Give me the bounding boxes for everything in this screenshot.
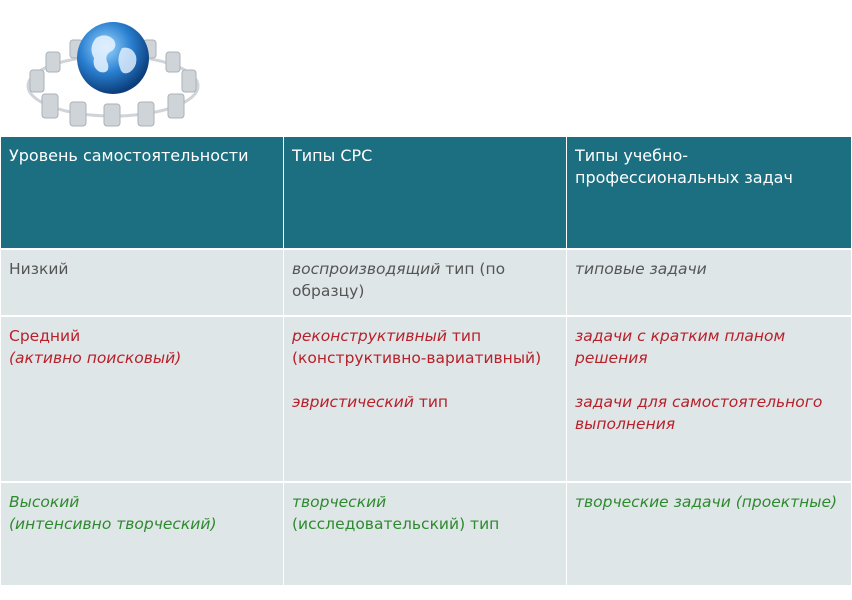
level-high-line1: Высокий xyxy=(9,493,80,512)
cell-type-high xyxy=(284,482,567,585)
table-row-high xyxy=(1,482,852,585)
tasks-low-text: типовые задачи xyxy=(575,259,707,278)
globe-with-chairs-icon xyxy=(18,8,208,126)
tasks-high-text: творческие задачи (проектные) xyxy=(575,493,838,512)
cell-tasks-low xyxy=(567,249,852,316)
level-low-text: Низкий xyxy=(9,259,69,278)
cell-type-mid xyxy=(284,316,567,483)
type-high-main: творческий xyxy=(292,493,387,512)
table-row-mid xyxy=(1,316,852,483)
type-high-suffix: (исследовательский) тип xyxy=(292,515,500,534)
type-mid1-main: реконструктивный xyxy=(292,326,447,345)
table-row-low xyxy=(1,249,852,316)
header-types: Типы СРС xyxy=(284,137,567,249)
level-high-line2: (интенсивно творческий) xyxy=(9,515,217,534)
cell-level-low xyxy=(1,249,284,316)
cell-tasks-mid xyxy=(567,316,852,483)
type-mid2-suffix: тип xyxy=(413,392,449,411)
cell-type-low xyxy=(284,249,567,316)
type-mid2-main: эвристический xyxy=(292,392,414,411)
tasks-mid1-text: задачи с кратким планом решения xyxy=(575,326,786,367)
type-mid1-suffix: тип (конструктивно-вариативный) xyxy=(292,326,542,367)
header-level: Уровень самостоятельности xyxy=(1,137,284,249)
level-mid-line1: Средний xyxy=(9,326,81,345)
table-header-row xyxy=(1,137,852,249)
type-low-main: воспроизводящий xyxy=(292,259,441,278)
cell-tasks-high xyxy=(567,482,852,585)
self-study-table xyxy=(0,137,852,585)
header-tasks: Типы учебно-профессиональных задач xyxy=(567,137,852,249)
tasks-mid2-text: задачи для самостоятельного выполнения xyxy=(575,392,823,433)
cell-level-mid xyxy=(1,316,284,483)
level-mid-line2: (активно поисковый) xyxy=(9,348,182,367)
type-low-suffix: тип (по образцу) xyxy=(292,259,506,300)
cell-level-high xyxy=(1,482,284,585)
